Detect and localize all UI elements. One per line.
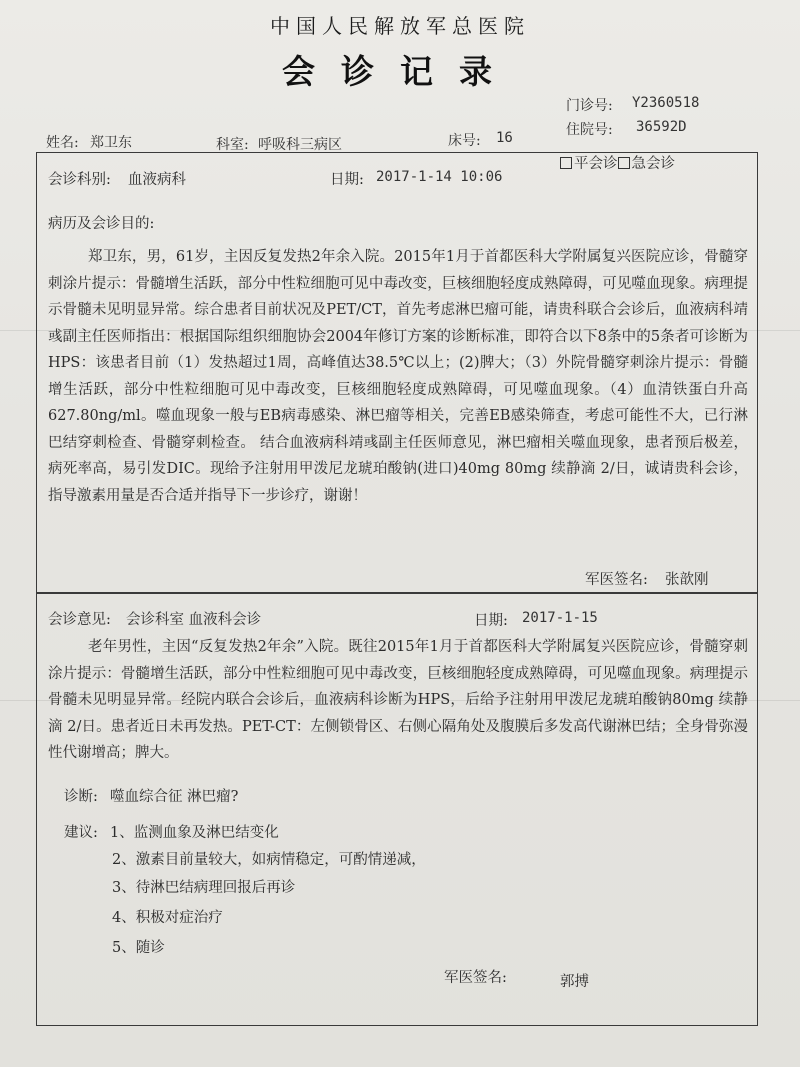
opinion-signature: 郭搏	[560, 974, 589, 990]
hospital-name: 中国人民解放军总医院	[270, 14, 530, 38]
request-date-label: 日期:	[330, 172, 364, 188]
request-body: 郑卫东，男，61岁，主因反复发热2年余入院。2015年1月于首都医科大学附属复兴医院应诊，骨髓穿刺涂片提示：骨髓增生活跃，部分中性粒细胞可见中毒改变，巨核细胞轻度成熟障碍，可见噬血现象。病理提示骨髓未见明显异常。综合患者目前状况及PET/CT，首先考虑淋巴瘤可能，请贵科联合会诊后，血液病科靖彧副主任医师指出：根据国际组织细胞协会2004年修订方案的诊断标准，即符合以下8条中的5条者可诊断为HPS：该患者目前（1）发热超过1周，高峰值达38.5℃以上；(2)脾大；（3）外院骨髓穿刺涂片提示：骨髓增生活跃，部分中性粒细胞可见中毒改变，巨核细胞轻度成熟障碍，可见噬血现象。（4）血清铁蛋白升高627.80ng/ml。噬血现象一般与EB病毒感染、淋巴瘤等相关，完善EB感染筛查，考虑可能性不大，已行淋巴结穿刺检查、骨髓穿刺检查。 结合血液病科靖彧副主任医师意见，淋巴瘤相关噬血现象，患者预后极差，病死率高，易引发DIC。现给予注射用甲泼尼龙琥珀酸钠(进口)40mg 80mg 续静滴 2/日，诚请贵科会诊，指导激素用量是否合适并指导下一步诊疗，谢谢！	[48, 249, 748, 504]
urgent-consult-label: 急会诊	[631, 156, 675, 172]
purpose-label: 病历及会诊目的:	[48, 216, 155, 232]
normal-consult-label: 平会诊	[574, 156, 618, 172]
outpatient-number: Y2360518	[632, 95, 700, 111]
opinion-date-label: 日期:	[474, 613, 508, 629]
inpatient-label: 住院号:	[566, 122, 613, 138]
consult-type	[560, 152, 675, 173]
advice-item: 4、积极对症治疗	[112, 910, 223, 926]
advice-label: 建议:	[64, 825, 98, 841]
opinion-signature-label: 军医签名:	[444, 970, 507, 986]
bed-label: 床号:	[448, 133, 481, 149]
patient-dept: 呼吸科三病区	[258, 137, 342, 153]
consult-dept: 血液病科	[128, 172, 186, 188]
advice-item: 2、激素目前量较大，如病情稳定，可酌情递减，	[112, 852, 426, 868]
normal-consult-checkbox	[560, 157, 572, 169]
bed-number: 16	[496, 130, 513, 146]
outpatient-label: 门诊号:	[566, 98, 613, 114]
section-divider	[36, 592, 758, 594]
advice-item: 1、监测血象及淋巴结变化	[110, 825, 279, 841]
opinion-body: 老年男性，主因“反复发热2年余”入院。既往2015年1月于首都医科大学附属复兴医院应诊，骨髓穿刺涂片提示：骨髓增生活跃，部分中性粒细胞可见中毒改变，巨核细胞轻度成熟障碍，可见噬血现象。病理提示骨髓未见明显异常。经院内联合会诊后，血液病科诊断为HPS，后给予注射用甲泼尼龙琥珀酸钠80mg 续静滴 2/日。患者近日未再发热。PET-CT：左侧锁骨区、右侧心隔角处及腹膜后多发高代谢淋巴结；全身骨弥漫性代谢增高；脾大。	[48, 639, 748, 762]
diagnosis: 噬血综合征 淋巴瘤?	[110, 789, 239, 805]
request-signature-label: 军医签名:	[585, 572, 648, 588]
request-signature: 张歆刚	[665, 572, 709, 588]
opinion-date: 2017-1-15	[522, 610, 598, 626]
consult-dept-label: 会诊科别:	[48, 172, 111, 188]
advice-item: 3、待淋巴结病理回报后再诊	[112, 880, 296, 896]
dept-label: 科室:	[216, 137, 249, 153]
opinion-label: 会诊意见:	[48, 612, 111, 628]
diagnosis-label: 诊断:	[64, 789, 98, 805]
name-label: 姓名:	[46, 135, 79, 151]
advice-item: 5、随诊	[112, 940, 165, 956]
request-date: 2017-1-14 10:06	[376, 169, 503, 185]
inpatient-number: 36592D	[636, 119, 687, 135]
patient-name: 郑卫东	[90, 135, 132, 151]
urgent-consult-checkbox	[618, 157, 630, 169]
page-title: 会诊记录	[282, 52, 518, 91]
opinion-dept: 会诊科室 血液科会诊	[126, 612, 262, 628]
